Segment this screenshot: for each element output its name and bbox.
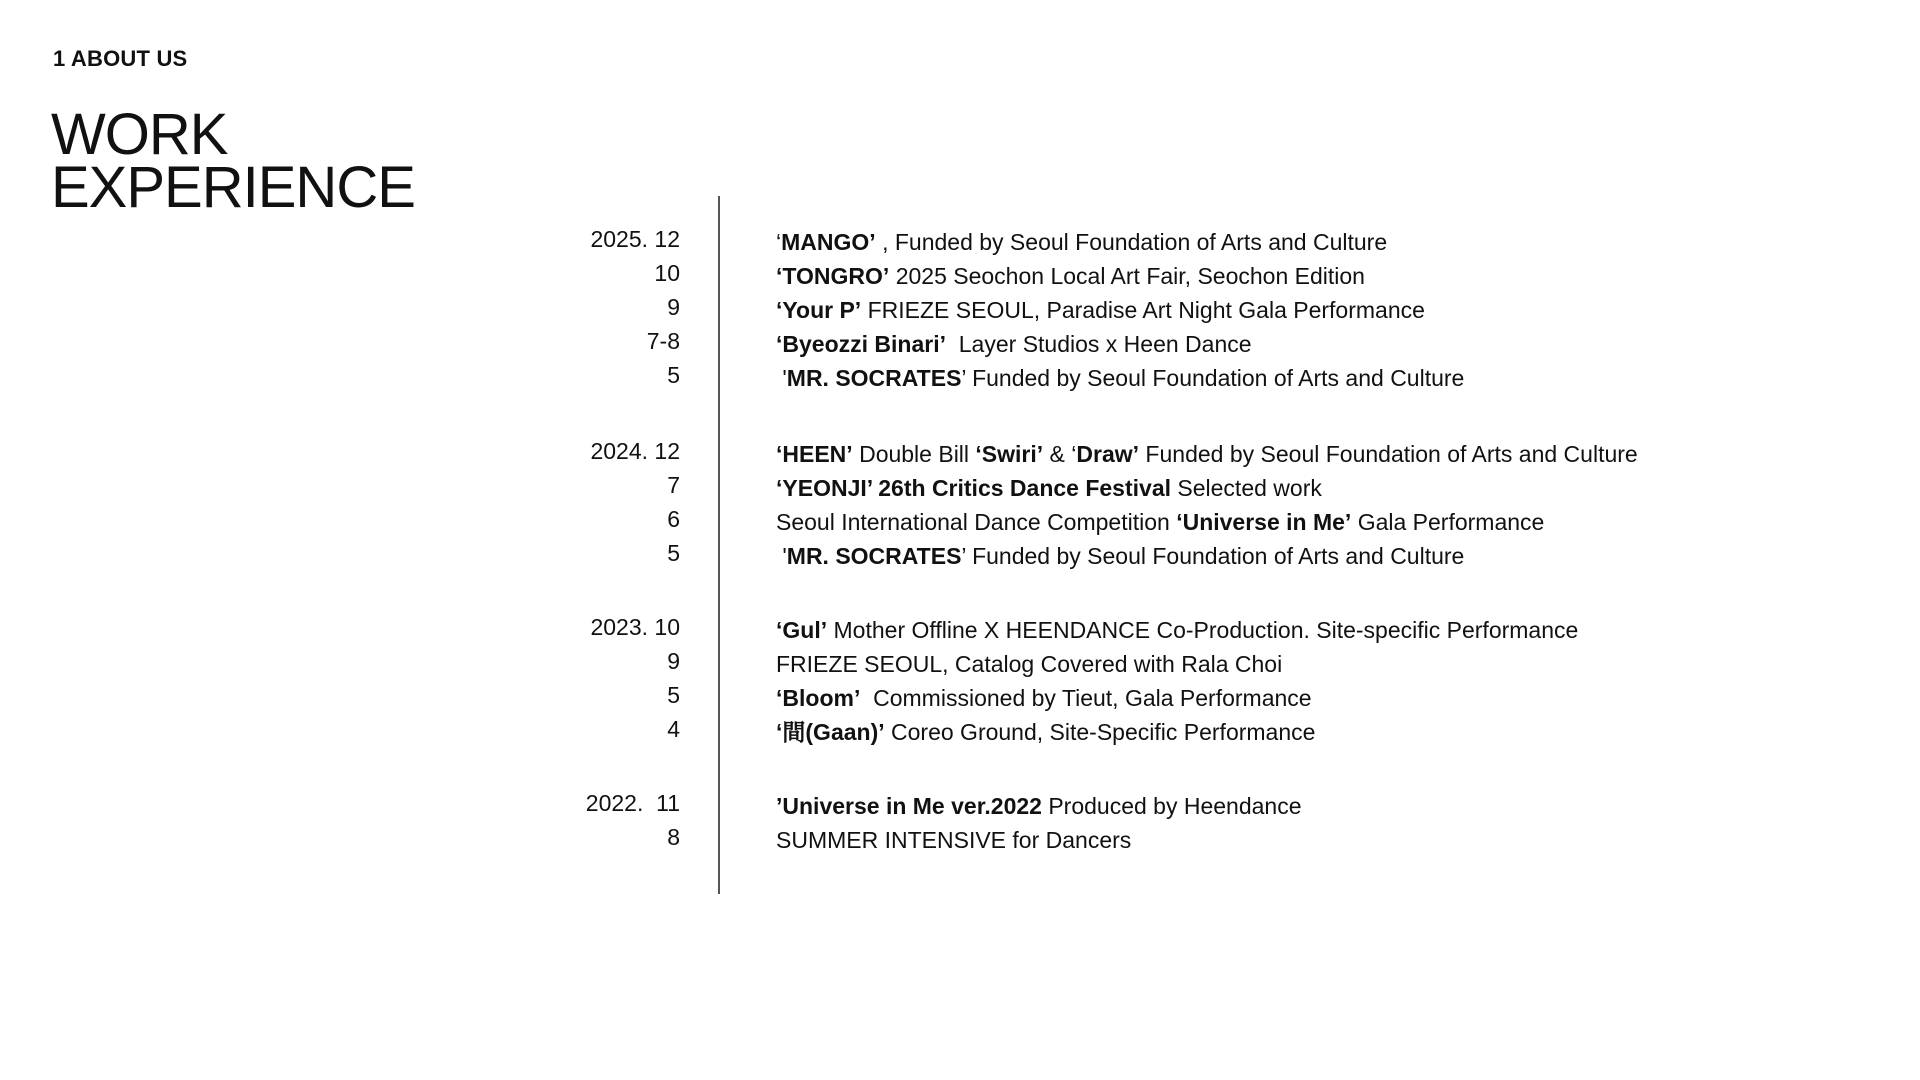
row-entry	[776, 505, 1544, 539]
row-date: 2022. 11	[585, 790, 680, 816]
row-entry	[776, 259, 1365, 293]
entry-text: Funded by Seoul Foundation of Arts and Culture	[1139, 441, 1638, 467]
timeline-row	[0, 786, 1920, 820]
entry-text: ‘	[776, 229, 782, 255]
row-date: 6	[667, 506, 680, 532]
timeline-row	[0, 610, 1920, 644]
entry-text: Mother Offline X HEENDANCE Co-Production. Site-specific Performance	[827, 617, 1579, 643]
entry-text: FRIEZE SEOUL, Catalog Covered with Rala Choi	[776, 651, 1283, 677]
row-entry	[776, 471, 1322, 505]
page-title	[51, 102, 415, 220]
entry-text: SUMMER INTENSIVE for Dancers	[776, 827, 1132, 853]
row-date: 4	[667, 716, 680, 742]
row-date: 9	[667, 294, 680, 320]
entry-text: Commissioned by Tieut, Gala Performance	[860, 685, 1312, 711]
timeline-row	[0, 222, 1920, 256]
timeline-row	[0, 536, 1920, 570]
entry-text: Layer Studios x Heen Dance	[945, 331, 1252, 357]
entry-text: Selected work	[1171, 475, 1322, 501]
timeline-row	[0, 644, 1920, 678]
row-entry	[776, 361, 1464, 395]
entry-bold-text: ‘TONGRO’	[776, 263, 890, 289]
timeline-row	[0, 358, 1920, 392]
entry-text: ’ Funded by Seoul Foundation of Arts and Culture	[961, 543, 1465, 569]
row-entry	[776, 789, 1302, 823]
timeline-row	[0, 468, 1920, 502]
timeline-row	[0, 502, 1920, 536]
entry-bold-text: ‘Universe in Me’	[1176, 509, 1352, 535]
entry-text: Produced by Heendance	[1041, 793, 1302, 819]
entry-bold-text: ‘HEEN’	[776, 441, 853, 467]
entry-text: 2025 Seochon Local Art Fair, Seochon Edition	[889, 263, 1365, 289]
page-title-line-2: EXPERIENCE	[51, 155, 415, 220]
row-entry	[776, 613, 1578, 647]
timeline-row	[0, 434, 1920, 468]
entry-bold-text: Draw’	[1076, 441, 1140, 467]
entry-text: , Funded by Seoul Foundation of Arts and Culture	[875, 229, 1388, 255]
entry-text: FRIEZE SEOUL, Paradise Art Night Gala Performance	[861, 297, 1425, 323]
page-title-line-1: WORK	[51, 102, 228, 167]
row-entry	[776, 823, 1131, 857]
entry-text: Double Bill	[852, 441, 976, 467]
row-entry	[776, 715, 1315, 749]
entry-text: Gala Performance	[1351, 509, 1545, 535]
row-date: 7	[667, 472, 680, 498]
entry-bold-text: ‘Gul’	[776, 617, 828, 643]
row-entry	[776, 437, 1638, 471]
entry-text: ’ Funded by Seoul Foundation of Arts and Culture	[961, 365, 1465, 391]
row-date: 10	[654, 260, 680, 286]
entry-text: '	[776, 543, 787, 569]
row-entry	[776, 647, 1282, 681]
entry-bold-text: ‘Swiri’	[975, 441, 1044, 467]
timeline-row	[0, 678, 1920, 712]
entry-bold-text: MR. SOCRATES	[786, 543, 962, 569]
row-date: 2024. 12	[590, 438, 680, 464]
timeline-row	[0, 256, 1920, 290]
row-entry	[776, 539, 1464, 573]
entry-bold-text: MANGO’	[781, 229, 876, 255]
row-date: 8	[667, 824, 680, 850]
row-entry	[776, 681, 1312, 715]
timeline-row	[0, 712, 1920, 746]
entry-bold-text: ‘Your P’	[776, 297, 862, 323]
row-date: 2025. 12	[590, 226, 680, 252]
timeline-row	[0, 290, 1920, 324]
row-date: 5	[667, 362, 680, 388]
row-date: 2023. 10	[590, 614, 680, 640]
entry-text: & ‘	[1043, 441, 1077, 467]
row-date: 7-8	[646, 328, 680, 354]
row-entry	[776, 225, 1387, 259]
entry-bold-text: ‘Byeozzi Binari’	[776, 331, 946, 357]
timeline-row	[0, 820, 1920, 854]
entry-text: '	[776, 365, 787, 391]
row-date: 9	[667, 648, 680, 674]
entry-bold-text: ‘YEONJI’ 26th Critics Dance Festival	[776, 475, 1171, 501]
entry-bold-text: ’Universe in Me ver.2022	[776, 793, 1042, 819]
entry-bold-text: MR. SOCRATES	[786, 365, 962, 391]
entry-text: Coreo Ground, Site-Specific Performance	[884, 719, 1316, 745]
section-label: 1 ABOUT US	[53, 46, 188, 71]
entry-bold-text: ‘間(Gaan)’	[776, 719, 885, 745]
row-entry	[776, 327, 1252, 361]
row-entry	[776, 293, 1425, 327]
timeline-row	[0, 324, 1920, 358]
row-date: 5	[667, 682, 680, 708]
entry-bold-text: ‘Bloom’	[776, 685, 861, 711]
entry-text: Seoul International Dance Competition	[776, 509, 1177, 535]
row-date: 5	[667, 540, 680, 566]
